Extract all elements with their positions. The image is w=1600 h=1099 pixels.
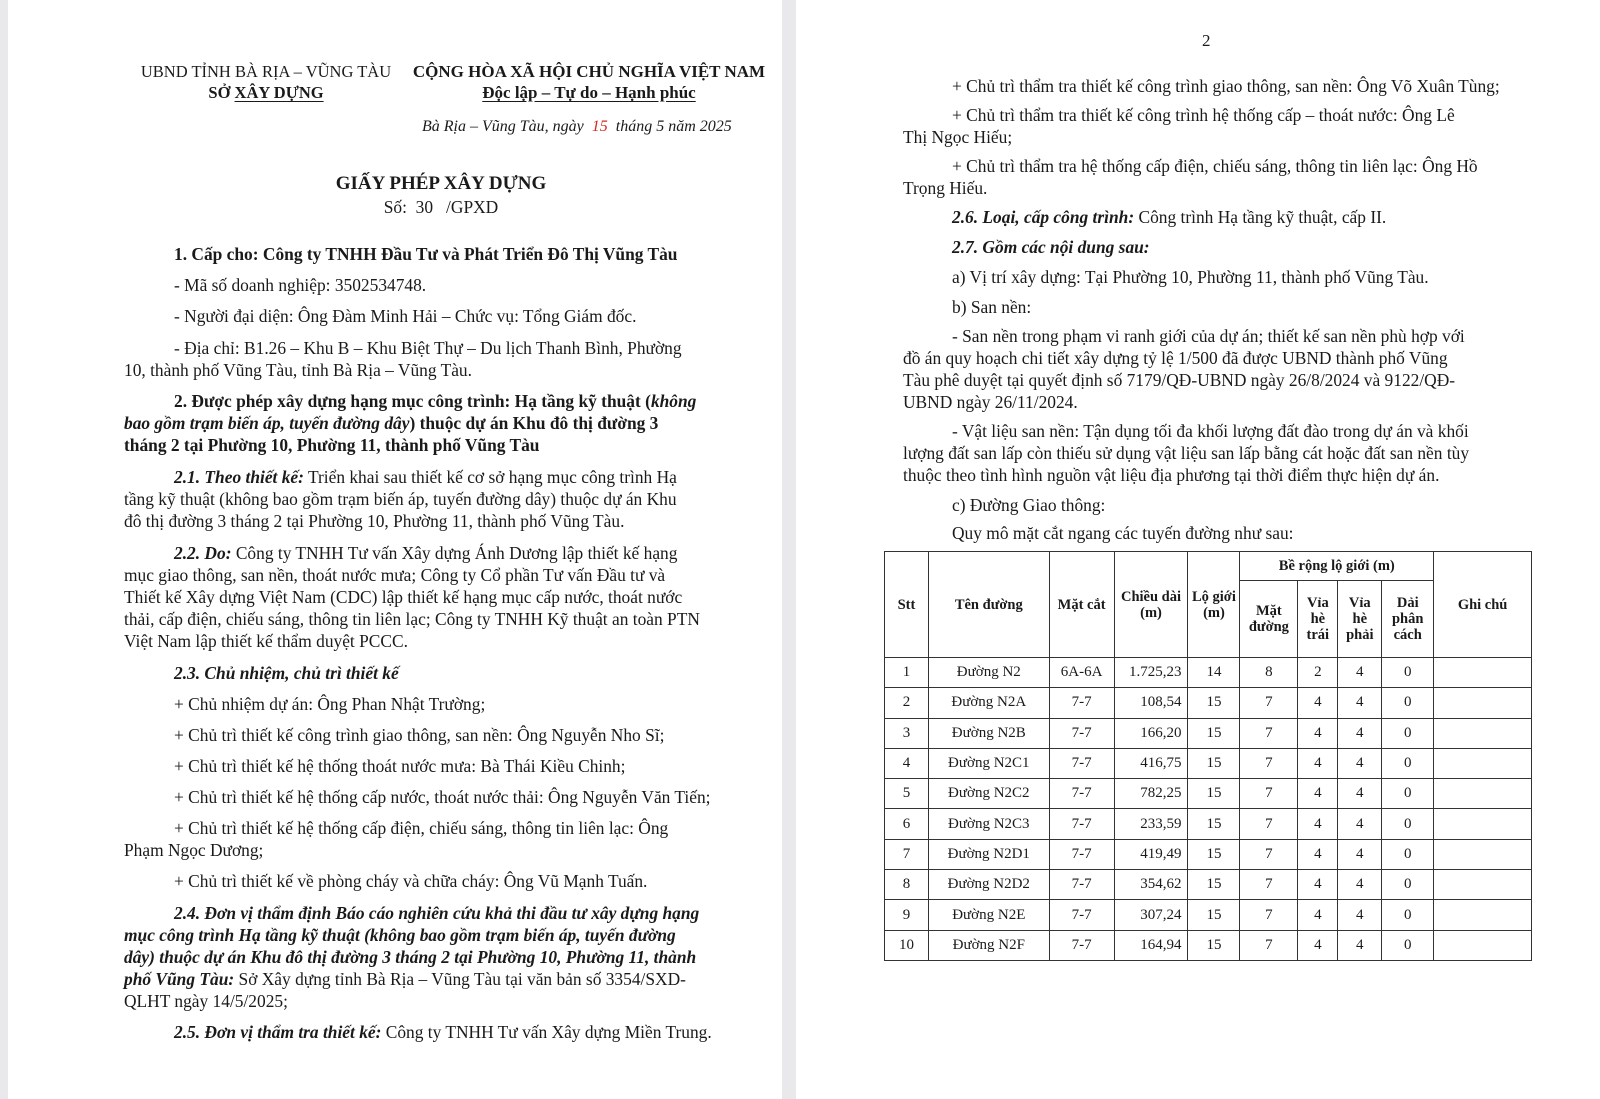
item-b: b) San nền:: [952, 297, 1032, 317]
table-cell: 108,54: [1114, 688, 1188, 718]
document-title: GIẤY PHÉP XÂY DỰNG: [335, 173, 547, 194]
table-cell: 14: [1188, 658, 1240, 688]
table-cell: 1: [885, 658, 929, 688]
section-2-4-line-4: phố Vũng Tàu: Sở Xây dựng tỉnh Bà Rịa – Vũng Tàu tại văn bản số 3354/SXD-: [124, 969, 686, 989]
table-cell: 4: [1338, 870, 1382, 900]
table-cell: 15: [1188, 688, 1240, 718]
section-2-line-2: bao gồm trạm biến áp, tuyến đường dây) thuộc dự án Khu đô thị đường 3: [124, 413, 659, 433]
table-cell: Đường N2D2: [928, 870, 1049, 900]
section-2-line-3: tháng 2 tại Phường 10, Phường 11, thành phố Vũng Tàu: [124, 435, 540, 455]
section-2-2-line-4: thải, cấp điện, chiếu sáng, thông tin liên lạc; Công ty TNHH Kỹ thuật an toàn PTN: [124, 609, 700, 629]
table-cell: 7-7: [1049, 779, 1114, 809]
section-2-4-line-5: QLHT ngày 14/5/2025;: [124, 991, 288, 1011]
tax-code: - Mã số doanh nghiệp: 3502534748.: [174, 275, 427, 295]
table-row: [885, 718, 1532, 748]
table-cell: [1434, 688, 1532, 718]
header-stt: Stt: [885, 552, 929, 658]
designer-item-5-line-2: Phạm Ngọc Dương;: [124, 840, 264, 860]
table-row: [885, 688, 1532, 718]
table-cell: [1434, 779, 1532, 809]
designer-item-3: + Chủ trì thiết kế hệ thống thoát nước mưa: Bà Thái Kiều Chinh;: [174, 756, 626, 776]
table-cell: 9: [885, 900, 929, 930]
table-cell: 4: [1298, 930, 1338, 960]
material-line-2: lượng đất san lấp còn thiếu sử dụng vật liệu san lấp bằng cát hoặc đất san nền tùy: [903, 443, 1470, 463]
table-cell: 4: [1338, 688, 1382, 718]
table-cell: Đường N2F: [928, 930, 1049, 960]
table-cell: 0: [1382, 900, 1434, 930]
header-median: Dải phân cách: [1382, 581, 1434, 658]
header-length: Chiều dài (m): [1114, 552, 1188, 658]
table-cell: [1434, 809, 1532, 839]
table-cell: Đường N2A: [928, 688, 1049, 718]
table-cell: Đường N2C1: [928, 748, 1049, 778]
table-cell: 10: [885, 930, 929, 960]
table-cell: 7: [1240, 839, 1298, 869]
section-2-6: 2.6. Loại, cấp công trình: Công trình Hạ tầng kỹ thuật, cấp II.: [952, 207, 1387, 227]
reviewer-item-2-line-1: + Chủ trì thẩm tra thiết kế công trình hệ thống cấp – thoát nước: Ông Lê: [952, 105, 1455, 125]
leveling-line-3: Tàu phê duyệt tại quyết định số 7179/QĐ-UBND ngày 26/8/2024 và 9122/QĐ-: [903, 370, 1456, 390]
table-cell: 4: [1298, 809, 1338, 839]
table-cell: 15: [1188, 718, 1240, 748]
table-cell: 1.725,23: [1114, 658, 1188, 688]
table-cell: 6A-6A: [1049, 658, 1114, 688]
table-cell: 0: [1382, 688, 1434, 718]
table-cell: Đường N2C2: [928, 779, 1049, 809]
table-cell: 4: [1298, 839, 1338, 869]
table-row: [885, 748, 1532, 778]
table-cell: 4: [1298, 748, 1338, 778]
table-cell: 4: [1338, 809, 1382, 839]
org-name: UBND TỈNH BÀ RỊA – VŨNG TÀU SỞ XÂY DỰNG: [140, 62, 392, 102]
table-row: [885, 930, 1532, 960]
table-cell: 7: [1240, 930, 1298, 960]
item-a: a) Vị trí xây dựng: Tại Phường 10, Phường 11, thành phố Vũng Tàu.: [952, 267, 1429, 287]
table-cell: 7: [1240, 688, 1298, 718]
table-cell: 8: [885, 870, 929, 900]
table-cell: 233,59: [1114, 809, 1188, 839]
table-cell: [1434, 718, 1532, 748]
section-1-title: 1. Cấp cho: Công ty TNHH Đầu Tư và Phát Triển Đô Thị Vũng Tàu: [174, 244, 678, 264]
table-cell: 4: [1338, 900, 1382, 930]
table-cell: 7-7: [1049, 870, 1114, 900]
table-cell: 15: [1188, 779, 1240, 809]
table-cell: 416,75: [1114, 748, 1188, 778]
section-2-4-line-1: 2.4. Đơn vị thẩm định Báo cáo nghiên cứu khả thi đầu tư xây dựng hạng: [174, 903, 700, 923]
table-cell: 7-7: [1049, 718, 1114, 748]
item-c: c) Đường Giao thông:: [952, 495, 1106, 515]
table-cell: Đường N2B: [928, 718, 1049, 748]
table-cell: 307,24: [1114, 900, 1188, 930]
table-cell: 2: [885, 688, 929, 718]
table-cell: 2: [1298, 658, 1338, 688]
header-sidewalk-left: Vỉa hè trái: [1298, 581, 1338, 658]
table-cell: [1434, 870, 1532, 900]
table-row: [885, 870, 1532, 900]
section-2-2-line-1: 2.2. Do: Công ty TNHH Tư vấn Xây dựng Ánh Dương lập thiết kế hạng: [174, 543, 678, 563]
table-cell: 0: [1382, 658, 1434, 688]
table-cell: 0: [1382, 839, 1434, 869]
table-cell: 7-7: [1049, 839, 1114, 869]
page-number: 2: [1202, 31, 1211, 50]
reviewer-item-3-line-1: + Chủ trì thẩm tra hệ thống cấp điện, chiếu sáng, thông tin liên lạc: Ông Hồ: [952, 156, 1478, 176]
reviewer-item-3-line-2: Trọng Hiếu.: [903, 178, 988, 198]
table-cell: 7: [1240, 748, 1298, 778]
national-header: CỘNG HÒA XÃ HỘI CHỦ NGHĨA VIỆT NAM Độc lập – Tự do – Hạnh phúc: [412, 62, 766, 102]
leveling-line-2: đồ án quy hoạch chi tiết xây dựng tỷ lệ 1/500 đã được UBND thành phố Vũng: [903, 348, 1448, 368]
section-2-2-line-2: mục giao thông, san nền, thoát nước mưa; Công ty Cổ phần Tư vấn Đầu tư và: [124, 565, 666, 585]
header-row-width: Lộ giới (m): [1188, 552, 1240, 658]
table-cell: [1434, 930, 1532, 960]
table-cell: 4: [1298, 688, 1338, 718]
table-cell: 5: [885, 779, 929, 809]
table-cell: 8: [1240, 658, 1298, 688]
table-cell: 0: [1382, 809, 1434, 839]
table-row: [885, 809, 1532, 839]
table-cell: 15: [1188, 839, 1240, 869]
table-cell: 7: [1240, 809, 1298, 839]
table-cell: 7-7: [1049, 930, 1114, 960]
table-cell: 4: [1338, 839, 1382, 869]
designer-item-4: + Chủ trì thiết kế hệ thống cấp nước, thoát nước thải: Ông Nguyễn Văn Tiến;: [174, 787, 711, 807]
address-line-1: - Địa chỉ: B1.26 – Khu B – Khu Biệt Thự – Du lịch Thanh Bình, Phường: [174, 338, 682, 358]
road-table-body: [885, 658, 1532, 961]
table-cell: 15: [1188, 748, 1240, 778]
designer-item-6: + Chủ trì thiết kế về phòng cháy và chữa cháy: Ông Vũ Mạnh Tuấn.: [174, 871, 648, 891]
table-cell: 354,62: [1114, 870, 1188, 900]
table-cell: 7-7: [1049, 809, 1114, 839]
table-cell: 7: [885, 839, 929, 869]
section-2-1-line-3: đô thị đường 3 tháng 2 tại Phường 10, Phường 11, thành phố Vũng Tàu.: [124, 511, 625, 531]
table-cell: [1434, 839, 1532, 869]
table-cell: [1434, 748, 1532, 778]
section-2-1-line-2: tầng kỹ thuật (không bao gồm trạm biến áp, tuyến đường dây) thuộc dự án Khu: [124, 489, 677, 509]
header-road-name: Tên đường: [928, 552, 1049, 658]
header-section: Mặt cắt: [1049, 552, 1114, 658]
table-row: [885, 900, 1532, 930]
reviewer-item-2-line-2: Thị Ngọc Hiếu;: [903, 127, 1013, 147]
table-cell: 4: [1298, 718, 1338, 748]
table-cell: 4: [1338, 748, 1382, 778]
table-cell: 782,25: [1114, 779, 1188, 809]
table-cell: 419,49: [1114, 839, 1188, 869]
document-page-1: [8, 0, 782, 1099]
table-cell: 4: [1338, 930, 1382, 960]
table-cell: 7-7: [1049, 748, 1114, 778]
section-2-2-line-3: Thiết kế Xây dựng Việt Nam (CDC) lập thiết kế hạng mục cấp nước, thoát nước: [124, 587, 683, 607]
road-table-caption: Quy mô mặt cắt ngang các tuyến đường như sau:: [952, 523, 1294, 543]
header-road-surface: Mặt đường: [1240, 581, 1298, 658]
table-cell: 166,20: [1114, 718, 1188, 748]
reviewer-item-1: + Chủ trì thẩm tra thiết kế công trình giao thông, san nền: Ông Võ Xuân Tùng;: [952, 76, 1500, 96]
table-cell: 0: [1382, 870, 1434, 900]
section-2-4-line-2: mục công trình Hạ tầng kỹ thuật (không bao gồm trạm biến áp, tuyến đường: [124, 925, 676, 945]
section-2-7-title: 2.7. Gồm các nội dung sau:: [952, 237, 1150, 257]
table-cell: 4: [1298, 900, 1338, 930]
section-2-2-line-5: Việt Nam lập thiết kế thẩm duyệt PCCC.: [124, 631, 408, 651]
table-cell: Đường N2E: [928, 900, 1049, 930]
table-cell: [1434, 658, 1532, 688]
table-cell: 4: [1298, 779, 1338, 809]
table-cell: 15: [1188, 930, 1240, 960]
table-cell: 15: [1188, 900, 1240, 930]
section-2-1-line-1: 2.1. Theo thiết kế: Triển khai sau thiết kế cơ sở hạng mục công trình Hạ: [174, 467, 677, 487]
section-2-5: 2.5. Đơn vị thẩm tra thiết kế: Công ty TNHH Tư vấn Xây dựng Miền Trung.: [174, 1022, 712, 1042]
table-cell: 6: [885, 809, 929, 839]
designer-item-1: + Chủ nhiệm dự án: Ông Phan Nhật Trường;: [174, 694, 486, 714]
table-cell: 7-7: [1049, 900, 1114, 930]
table-cell: 7: [1240, 718, 1298, 748]
table-cell: 7: [1240, 870, 1298, 900]
table-cell: 0: [1382, 718, 1434, 748]
representative: - Người đại diện: Ông Đàm Minh Hải – Chức vụ: Tổng Giám đốc.: [174, 306, 637, 326]
table-cell: Đường N2: [928, 658, 1049, 688]
permit-number: Số: 30 /GPXD: [383, 197, 499, 217]
designer-item-5-line-1: + Chủ trì thiết kế hệ thống cấp điện, chiếu sáng, thông tin liên lạc: Ông: [174, 818, 669, 838]
table-row: [885, 658, 1532, 688]
header-width-group: Bề rộng lộ giới (m): [1240, 552, 1434, 581]
table-cell: 0: [1382, 930, 1434, 960]
section-2-4-line-3: dây) thuộc dự án Khu đô thị đường 3 tháng 2 tại Phường 10, Phường 11, thành: [124, 947, 697, 967]
section-2-3-title: 2.3. Chủ nhiệm, chủ trì thiết kế: [174, 663, 399, 683]
section-2-line-1: 2. Được phép xây dựng hạng mục công trình: Hạ tầng kỹ thuật (không: [174, 391, 697, 411]
leveling-line-1: - San nền trong phạm vi ranh giới của dự án; thiết kế san nền phù hợp với: [952, 326, 1465, 346]
header-note: Ghi chú: [1434, 552, 1532, 658]
table-cell: 164,94: [1114, 930, 1188, 960]
material-line-3: thuộc theo tình hình nguồn vật liệu địa phương tại thời điểm thực hiện dự án.: [903, 465, 1440, 485]
table-cell: 15: [1188, 870, 1240, 900]
table-cell: 4: [885, 748, 929, 778]
table-cell: 4: [1338, 779, 1382, 809]
address-line-2: 10, thành phố Vũng Tàu, tỉnh Bà Rịa – Vũng Tàu.: [124, 360, 472, 380]
leveling-line-4: UBND ngày 26/11/2024.: [903, 392, 1078, 412]
table-cell: 15: [1188, 809, 1240, 839]
issue-date: Bà Rịa – Vũng Tàu, ngày 15 tháng 5 năm 2025: [422, 118, 732, 135]
material-line-1: - Vật liệu san nền: Tận dụng tối đa khối lượng đất đào trong dự án và khối: [952, 421, 1469, 441]
table-cell: 7: [1240, 779, 1298, 809]
table-row: [885, 779, 1532, 809]
header-sidewalk-right: Vỉa hè phải: [1338, 581, 1382, 658]
road-cross-section-table: [884, 551, 1532, 961]
table-cell: [1434, 900, 1532, 930]
table-cell: 4: [1338, 658, 1382, 688]
table-cell: 7-7: [1049, 688, 1114, 718]
table-cell: 7: [1240, 900, 1298, 930]
table-row: [885, 839, 1532, 869]
table-cell: 0: [1382, 779, 1434, 809]
table-cell: 4: [1338, 718, 1382, 748]
table-cell: Đường N2C3: [928, 809, 1049, 839]
table-cell: 0: [1382, 748, 1434, 778]
designer-item-2: + Chủ trì thiết kế công trình giao thông, san nền: Ông Nguyễn Nho Sĩ;: [174, 725, 665, 745]
table-cell: 4: [1298, 870, 1338, 900]
document-page-2: [796, 0, 1600, 1099]
table-cell: 3: [885, 718, 929, 748]
table-cell: Đường N2D1: [928, 839, 1049, 869]
